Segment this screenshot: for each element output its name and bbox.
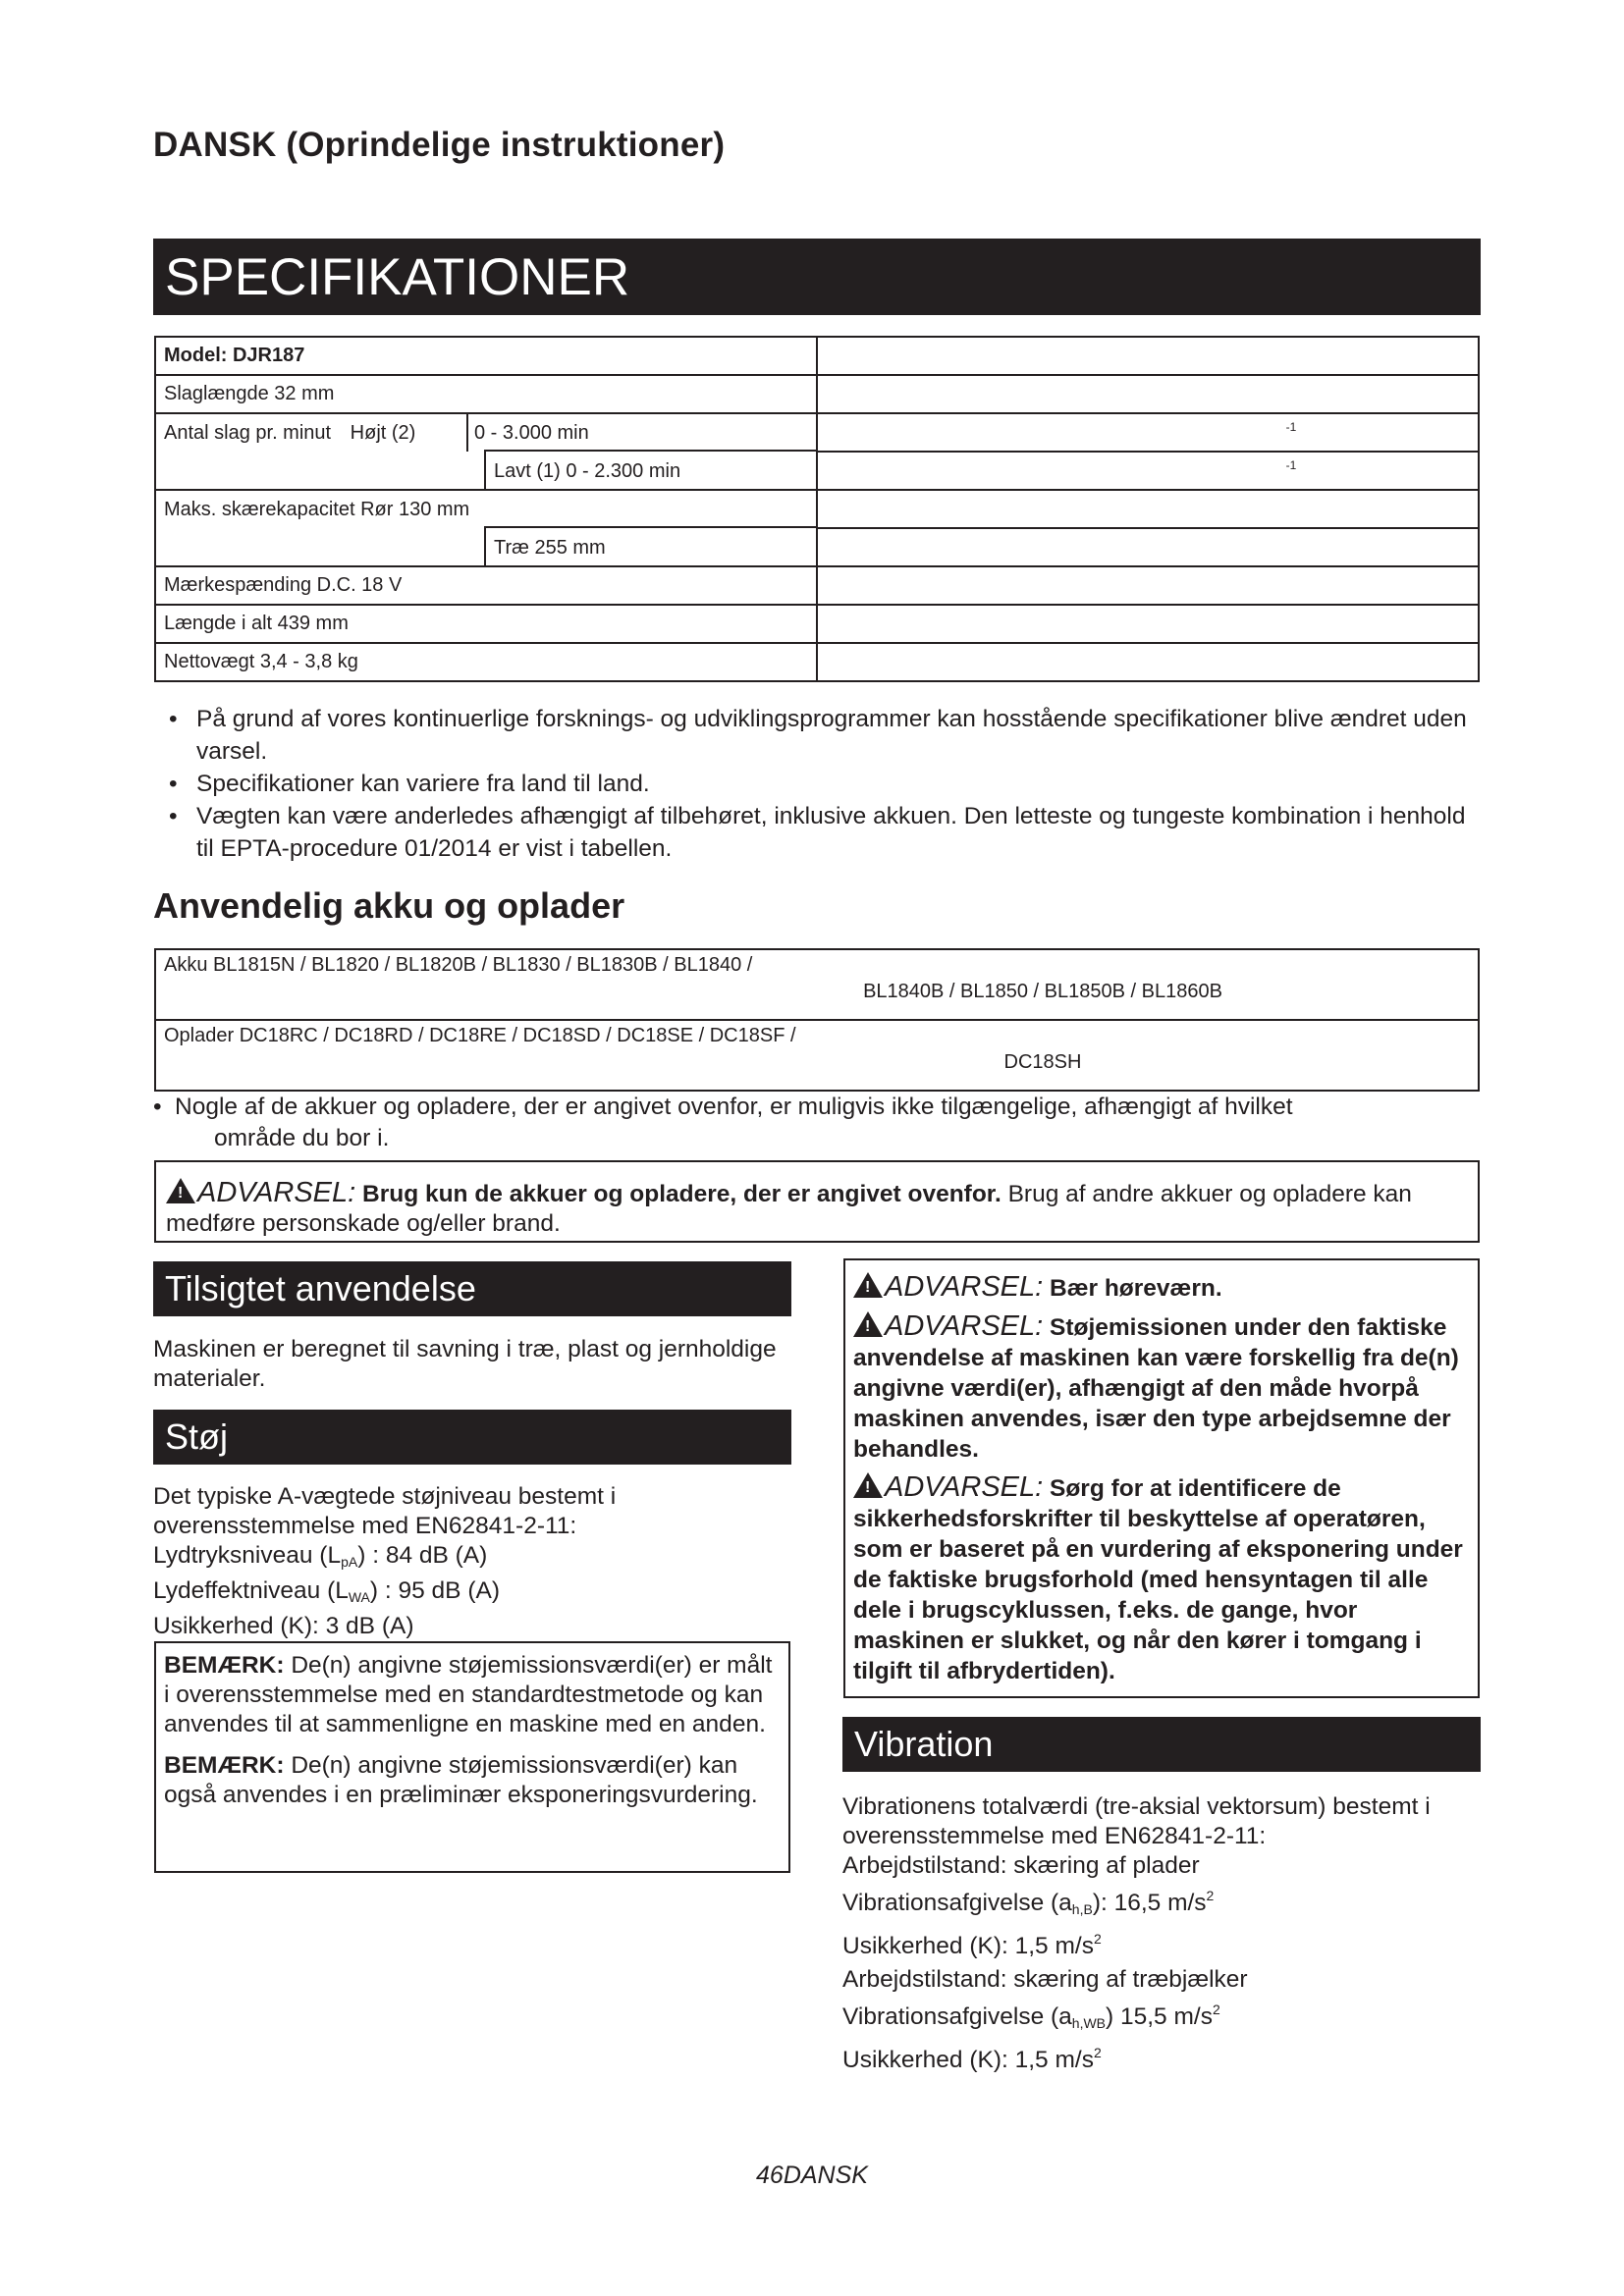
battery-heading: Anvendelig akku og oplader [153,885,625,926]
noise-notes [154,1641,790,1873]
table-row [155,1020,1479,1091]
list-item: • Specifikationer kan variere fra land til land. [169,771,650,797]
table-row [155,375,1479,413]
noise-warnings [843,1258,1480,1698]
vibration-heading: Vibration [842,1717,1481,1772]
availability-note: • Nogle af de akkuer og opladere, der er angivet ovenfor, er muligvis ikke tilgængelige, afhængigt af hvilket område du bor i. [153,1094,1293,1151]
charger-line-2: DC18SH [1003,1051,1082,1073]
table-row [155,643,1479,681]
unit-sup: -1 [1285,458,1297,473]
table-row [155,413,1479,452]
charger-line-1: Oplader DC18RC / DC18RD / DC18RE / DC18SD / DC18SE / DC18SF / [164,1025,796,1046]
sound-pressure: Lydtryksniveau (LpA) : 84 dB (A) [153,1542,488,1570]
table-row [155,605,1479,643]
page-number: 46DANSK [756,2162,868,2189]
spec-notes [153,703,1481,865]
noise-text: Det typiske A-vægtede støjniveau bestemt i overensstemmelse med EN62841-2-11: Lydtryksniveau (LpA) : 84 dB (A) Lydeffektniveau (LWA) : 95 dB (A) Usikkerhed (K): 3 dB (A) [153,1482,791,1641]
table-row [155,566,1479,605]
stroke-cell: Slaglængde 32 mm [155,375,817,413]
table-row [155,490,1479,528]
warning-icon: ! [853,1272,883,1298]
warning-3: ! ADVARSEL: Sørg for at identificere de sikkerhedsforskrifter til beskyttelse af operatøren, som er baseret på en vurdering af eksponering under de faktiske brugsforhold (med hensyntagen til alle dele i brugscyklussen, f.eks. de gange, hvor maskinen er slukket, og når den kører i tomgang i tilgift til afbrydertiden). [853,1471,1463,1684]
warning-icon: ! [853,1311,883,1337]
noise-heading: Støj [153,1410,791,1465]
list-item: • Vægten kan være anderledes afhængigt af tilbehøret, inklusive akkuen. Den letteste og tungeste kombination i henhold til EPTA-procedure 01/2014 er vist i tabellen. [169,803,1466,862]
akku-line-2: BL1840B / BL1850 / BL1850B / BL1860B [863,981,1222,1002]
noise-uncertainty: Usikkerhed (K): 3 dB (A) [153,1613,414,1639]
spm-cell [155,413,817,452]
table-row [155,337,1479,375]
table-row [155,452,1479,490]
specifications-table [154,336,1480,682]
vibration-text: Vibrationens totalværdi (tre-aksial vektorsum) bestemt i overensstemmelse med EN62841-2-11: Arbejdstilstand: skæring af plader Vibrationsafgivelse (ah,B): 16,5 $m/s^2$ Usikkerhed (K): 1,5 $m/s^2$ Arbejdstilstand: skæring af træbjælker Vibrationsafgivelse (ah,WB) 15,5 $m/s^2$ Usikkerhed (K): 1,5 $m/s^2$ [842,1793,1431,2073]
battery-table [154,948,1480,1092]
spm-high-value: 0 - 3.000 min [466,414,589,452]
capacity-wood: Træ 255 mm [484,526,818,567]
language-title: DANSK (Oprindelige instruktioner) [153,126,726,164]
spm-low-value: Lavt (1) 0 - 2.300 min [484,450,818,491]
intended-use-text: Maskinen er beregnet til savning i træ, plast og jernholdige materialer. [153,1336,777,1392]
intended-use-heading: Tilsigtet anvendelse [153,1261,791,1316]
model-cell: Model: DJR187 [155,337,817,375]
battery-warning: ! ADVARSEL: Brug kun de akkuer og opladere, der er angivet ovenfor. Brug af andre akkuer og opladere kan medføre personskade og/eller brand. [154,1160,1480,1243]
list-item: • På grund af vores kontinuerlige forsknings- og udviklingsprogrammer kan hosstående specifikationer blive ændret uden varsel. [169,706,1467,765]
note-2: BEMÆRK: De(n) angivne støjemissionsværdi(er) kan også anvendes i en præliminær eksponeringsvurdering. [164,1752,758,1808]
note-1: BEMÆRK: De(n) angivne støjemissionsværdi(er) er målt i overensstemmelse med en standardtestmetode og kan anvendes til at sammenligne en maskine med en anden. [164,1652,773,1737]
spm-high-label: Højt (2) [350,421,416,444]
length-cell: Længde i alt 439 mm [155,605,817,643]
table-row [155,949,1479,1020]
akku-line-1: Akku BL1815N / BL1820 / BL1820B / BL1830 / BL1830B / BL1840 / [164,954,753,976]
warning-icon: ! [166,1178,195,1203]
warning-1: ! ADVARSEL: Bær høreværn. [853,1270,1470,1304]
sound-power: Lydeffektniveau (LWA) : 95 dB (A) [153,1577,500,1605]
warning-label: ADVARSEL: [197,1177,356,1208]
spm-label: Antal slag pr. minut [164,421,332,444]
unit-sup: -1 [1285,420,1297,435]
specifications-heading: SPECIFIKATIONER [153,239,1481,315]
warning-icon: ! [853,1472,883,1498]
table-row [155,528,1479,566]
warning-2: ! ADVARSEL: Støjemissionen under den faktiske anvendelse af maskinen kan være forskellig fra de(n) angivne værdi(er), afhængigt af den måde hvorpå maskinen anvendes, især den type arbejdsemne der behandles. [853,1310,1459,1463]
voltage-cell: Mærkespænding D.C. 18 V [155,566,817,605]
weight-cell: Nettovægt 3,4 - 3,8 kg [155,643,817,681]
capacity-cell: Maks. skærekapacitet Rør 130 mm [155,490,817,528]
